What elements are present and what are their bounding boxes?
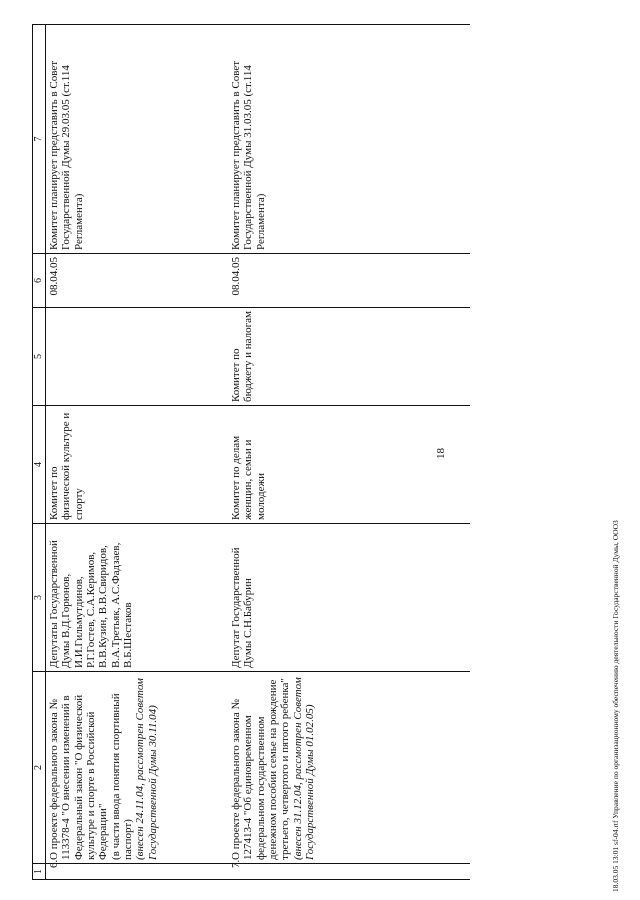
page-number: 18 xyxy=(435,448,447,459)
row-number-cell xyxy=(228,859,470,880)
column-header: 4 xyxy=(33,406,46,524)
authors-cell: Депутат Государственной Думы С.Н.Бабурин xyxy=(228,524,470,672)
bill-cell xyxy=(228,672,470,864)
table-row xyxy=(46,25,229,880)
footer-text: 18.03.05 13:01 sf-04.rtf Управление по организационному обеспечению деятельности Государственной Думы, ООО3 xyxy=(611,520,620,892)
bill-title: О проекте федерального закона № 127413-4 "Об единовременном федеральном государственном денежном пособии семье на рождение третьего, четвертого и пятого ребенка" xyxy=(230,678,292,860)
column-header: 3 xyxy=(33,524,46,672)
authors-cell: Депутаты Государственной Думы В.Д.Горюнов, И.И.Гильмутдинов, Р.Г.Гостев, С.А.Керимов, В.В.Кузин, В.В.Свиридов, В.А.Третьяк, А.С.Фадзаев, В.Б.Шестаков xyxy=(46,524,229,672)
row-number-cell xyxy=(46,859,229,880)
bill-note: (в части ввода понятия спортивный паспорт) xyxy=(109,693,134,860)
bill-cell xyxy=(46,672,229,864)
bill-introduced: (внесен 31.12.04, рассмотрен Советом Государственной Думы 01.02.05) xyxy=(291,677,316,860)
column-header-row xyxy=(33,25,46,880)
column-header: 7 xyxy=(33,25,46,254)
bill-introduced: (внесен 24.11.04, рассмотрен Советом Государственной Думы 30.11.04) xyxy=(134,678,159,860)
committee-cell: Комитет по физической культуре и спорту xyxy=(46,406,229,524)
bills-table xyxy=(32,24,470,880)
co-committee-cell: Комитет по бюджету и налогам xyxy=(228,308,470,406)
co-committee-cell xyxy=(46,308,229,406)
date-cell: 08.04.05 xyxy=(228,254,470,308)
column-header: 1 xyxy=(33,864,46,880)
column-header: 2 xyxy=(33,672,46,864)
row-number: 7. xyxy=(230,859,242,868)
column-header: 5 xyxy=(33,308,46,406)
table-row xyxy=(228,25,470,880)
plan-cell: Комитет планирует представить в Совет Государственной Думы 31.03.05 (ст.114 Регламента) xyxy=(228,25,470,254)
plan-cell: Комитет планирует представить в Совет Государственной Думы 29.03.05 (ст.114 Регламента) xyxy=(46,25,229,254)
committee-cell: Комитет по делам женщин, семьи и молодежи xyxy=(228,406,470,524)
bill-title: О проекте федерального закона № 113378-4 "О внесении изменений в Федеральный закон "О физической культуре и спорте в Российской Федерации" xyxy=(48,694,110,860)
row-number: 6. xyxy=(48,859,60,868)
date-cell: 08.04.05 xyxy=(46,254,229,308)
column-header: 6 xyxy=(33,254,46,308)
